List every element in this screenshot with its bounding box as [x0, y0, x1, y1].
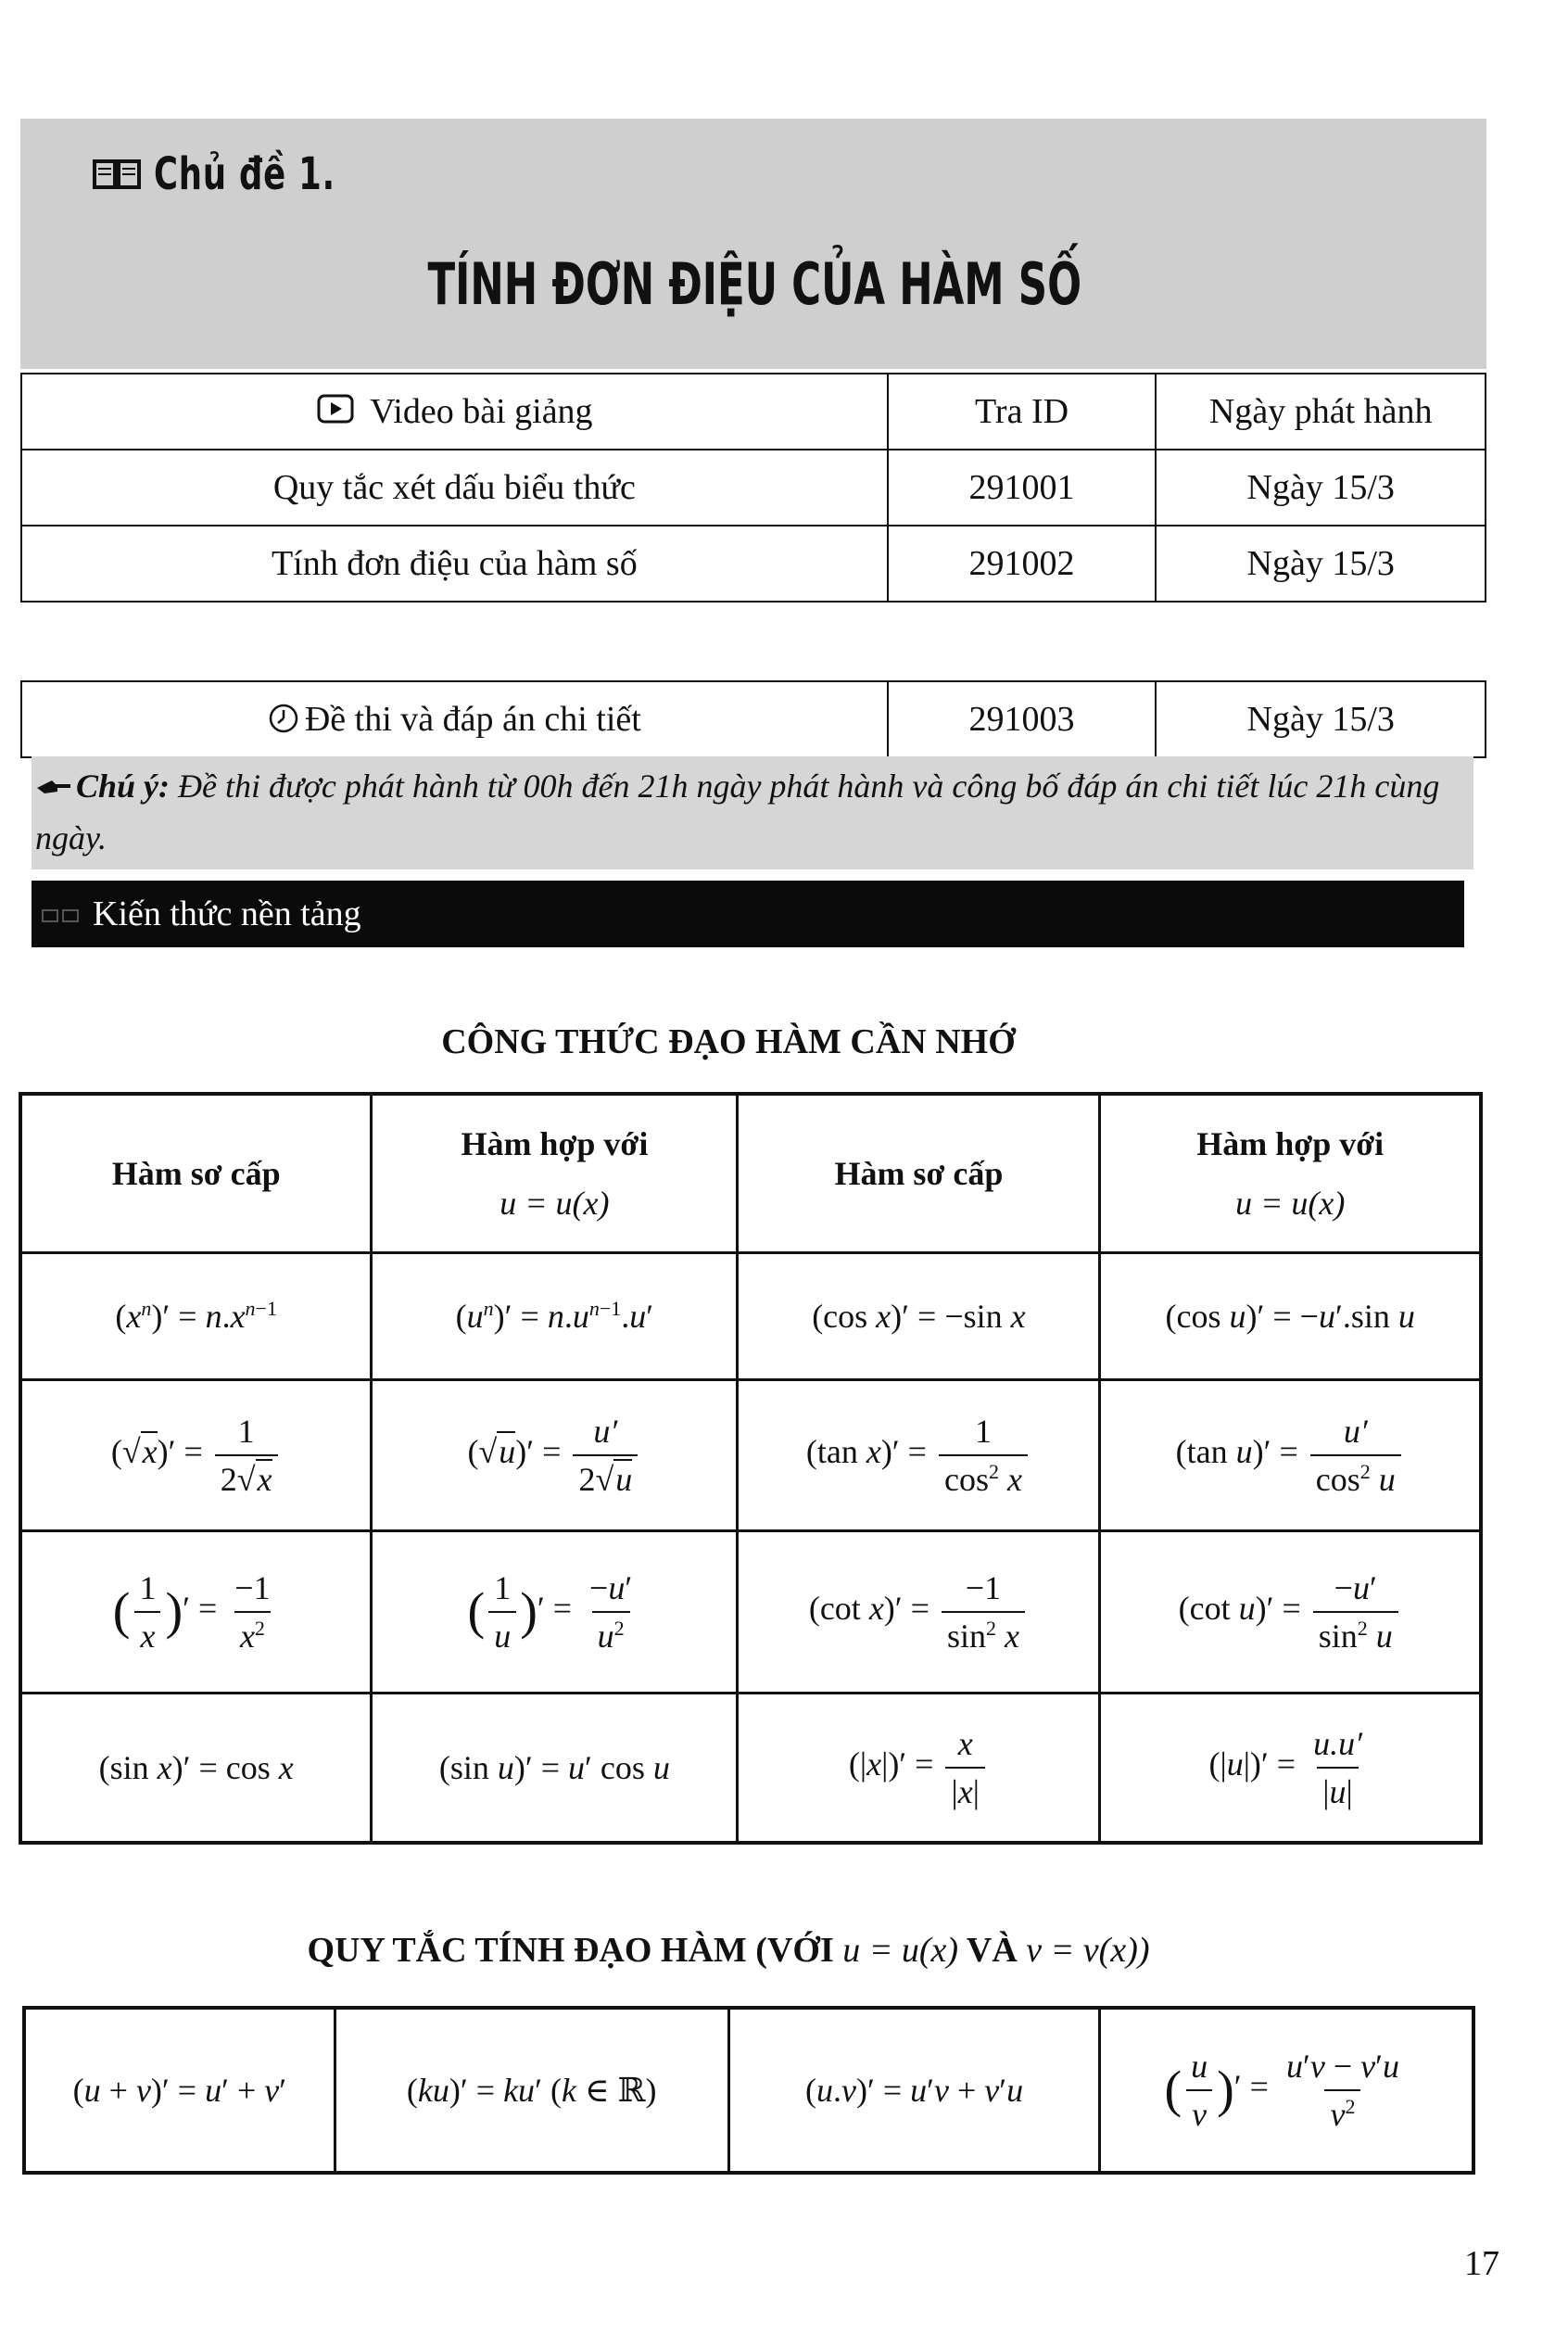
derivatives-table — [19, 1092, 1483, 1845]
table-cell: Ngày 15/3 — [1156, 526, 1486, 602]
book-icon — [93, 156, 141, 193]
formula-cell: ( $\frac{u}{v}$ )′ = $\frac{u'v - v'u}{v^2}$ — [1100, 2008, 1473, 2173]
table-row — [21, 374, 1486, 450]
table-cell: Ngày 15/3 — [1156, 450, 1486, 526]
formula-cell: (tan u)′ = $\frac{u'}{\cos^2 u}$ — [1100, 1380, 1481, 1531]
formula-cell: ( $\frac{1}{u}$ )′ = $\frac{-u'}{u^2}$ — [372, 1531, 738, 1694]
formula-cell: (√u)′ = $\frac{u'}{2√u}$ — [372, 1380, 738, 1531]
table-cell: Video bài giảng — [21, 374, 888, 450]
table-header: Hàm hợp với u = u(x) — [372, 1094, 738, 1253]
formula-cell: (u + v)′ = u′ + v′ — [24, 2008, 335, 2173]
table-row — [24, 2008, 1473, 2173]
table-row — [21, 681, 1486, 757]
table-cell: Tính đơn điệu của hàm số — [21, 526, 888, 602]
rules-heading: QUY TẮC TÍNH ĐẠO HÀM (VỚI u = u(x) VÀ v = v(x)) — [307, 1931, 1150, 1970]
table-cell: Ngày phát hành — [1156, 374, 1486, 450]
formula-cell: (cot x)′ = $\frac{-1}{\sin^2 x}$ — [738, 1531, 1100, 1694]
formula-cell: (u.v)′ = u′v + v′u — [728, 2008, 1100, 2173]
formula-cell: $(x^n)' = n.x^{n-1}$ — [20, 1253, 372, 1380]
table-row — [20, 1380, 1481, 1531]
table-row — [21, 450, 1486, 526]
table-cell: Đề thi và đáp án chi tiết — [21, 681, 888, 757]
topic-label: Chủ đề 1. — [154, 148, 335, 200]
table-row — [20, 1694, 1481, 1844]
formula-cell: (sin u)′ = u′ cos u — [372, 1694, 738, 1844]
table-row — [20, 1531, 1481, 1694]
table-header: Hàm sơ cấp — [20, 1094, 372, 1253]
video-table — [20, 373, 1486, 603]
table-header: Hàm hợp với u = u(x) — [1100, 1094, 1481, 1253]
table-header: Hàm sơ cấp — [738, 1094, 1100, 1253]
section-icon — [41, 907, 82, 925]
section-title: Kiến thức nền tảng — [93, 894, 361, 933]
table-row — [21, 526, 1486, 602]
formula-cell: ( $\frac{1}{x}$ )′ = $\frac{-1}{x^2}$ — [20, 1531, 372, 1694]
play-icon — [316, 393, 355, 426]
page-title: TÍNH ĐƠN ĐIỆU CỦA HÀM SỐ — [427, 250, 1081, 318]
table-cell: 291003 — [888, 681, 1157, 757]
page-number: 17 — [1464, 2244, 1499, 2283]
note-label: Chú ý: — [76, 768, 171, 805]
formula-cell: (ku)′ = ku′ (k ∈ ℝ) — [335, 2008, 728, 2173]
formula-cell: (|u|)′ = $\frac{u.u'}{|u|}$ — [1100, 1694, 1481, 1844]
formula-cell: (cos u)′ = −u′.sin u — [1100, 1253, 1481, 1380]
derivatives-heading: CÔNG THỨC ĐẠO HÀM CẦN NHỚ — [441, 1022, 1016, 1061]
topic-line — [93, 148, 375, 200]
note — [35, 760, 1481, 864]
rules-table — [22, 2006, 1475, 2175]
formula-cell: (cot u)′ = $\frac{-u'}{\sin^2 u}$ — [1100, 1531, 1481, 1694]
note-text: Đề thi được phát hành từ 00h đến 21h ngày phát hành và công bố đáp án chi tiết lúc 21h cùng ngày. — [35, 768, 1440, 856]
exam-table — [20, 680, 1486, 758]
formula-cell: $(u^n)' = n.u^{n-1}.u'$ — [372, 1253, 738, 1380]
table-cell: Quy tắc xét dấu biểu thức — [21, 450, 888, 526]
table-row — [20, 1253, 1481, 1380]
table-row — [20, 1094, 1481, 1253]
formula-cell: (cos x)′ = −sin x — [738, 1253, 1100, 1380]
formula-cell: (sin x)′ = cos x — [20, 1694, 372, 1844]
formula-cell: (|x|)′ = $\frac{x}{|x|}$ — [738, 1694, 1100, 1844]
table-cell: 291002 — [888, 526, 1157, 602]
table-cell: Tra ID — [888, 374, 1157, 450]
clock-icon — [268, 703, 299, 734]
pointing-hand-icon — [35, 777, 72, 795]
formula-cell: (√x)′ = $\frac{1}{2√x}$ — [20, 1380, 372, 1531]
formula-cell: (tan x)′ = $\frac{1}{\cos^2 x}$ — [738, 1380, 1100, 1531]
table-cell: 291001 — [888, 450, 1157, 526]
table-cell: Ngày 15/3 — [1156, 681, 1486, 757]
